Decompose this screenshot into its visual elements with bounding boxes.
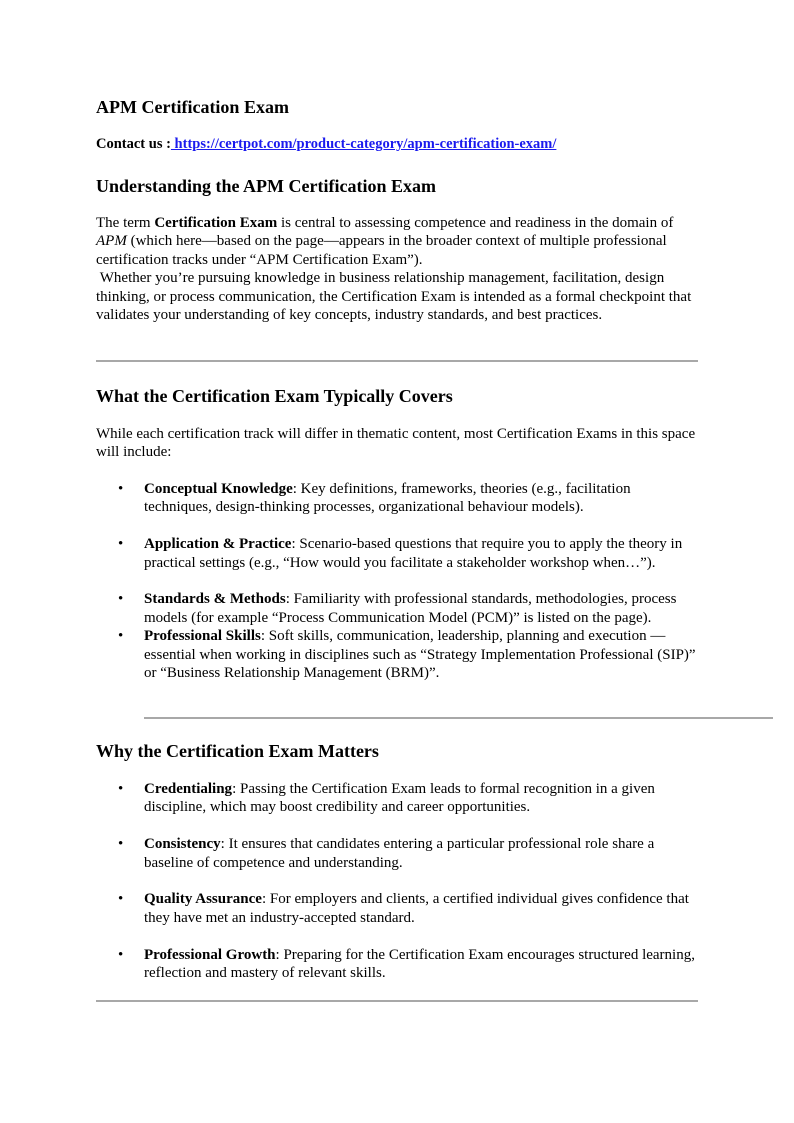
list-item-term: Professional Skills: [144, 628, 261, 645]
list-item-term: Application & Practice: [144, 536, 292, 553]
list-item-term: Professional Growth: [144, 946, 276, 963]
bullet-icon: •: [118, 891, 124, 908]
bullet-icon: •: [118, 481, 124, 497]
list-item: [96, 946, 698, 983]
list-item: [96, 890, 698, 927]
list-item: [96, 480, 698, 517]
bullet-icon: •: [118, 946, 124, 963]
list-item: [96, 590, 698, 627]
list-item-term: Quality Assurance: [144, 891, 262, 908]
list-item-term: Conceptual Knowledge: [144, 481, 293, 497]
contact-line: [96, 135, 556, 153]
list-item-text: : Passing the Certification Exam leads to formal recognition in a given discipline, which may boost credibility and career opportunities.: [144, 781, 655, 816]
section-covers-intro: While each certification track will differ in thematic content, most Certification Exams in this space will include:: [96, 426, 696, 461]
list-item-text: : Scenario-based questions that require you to apply the theory in practical settings (e.g., “How would you facilitate a stakeholder workshop when…”).: [144, 536, 683, 571]
text-run: is central to assessing competence and readiness in the domain of: [277, 215, 674, 231]
text-run: (which here—based on the page—appears in the broader context of multiple professional certification tracks under “APM Certification Exam”).: [96, 233, 667, 268]
bullet-icon: •: [118, 536, 124, 553]
covers-list: [96, 480, 698, 682]
section-understanding-body: [96, 214, 698, 324]
list-item: [96, 627, 698, 682]
paragraph-intro: [96, 214, 698, 269]
bullet-icon: •: [118, 836, 124, 853]
contact-label: Contact us :: [96, 136, 171, 152]
list-item-text: : Soft skills, communication, leadership, planning and execution — essential when working in disciplines such as “Strategy Implementation Professional (SIP)” or “Business Relationship Management (BRM)”.: [144, 628, 696, 682]
list-item: [96, 535, 698, 572]
paragraph-purpose: Whether you’re pursuing knowledge in business relationship management, facilitation, design thinking, or process communication, the Certification Exam is intended as a formal checkpoint that validates your understanding of key concepts, industry standards, and best practices.: [96, 270, 696, 324]
page-title: APM Certification Exam: [96, 97, 289, 117]
text-run: The term: [96, 215, 155, 231]
matters-list: [96, 780, 698, 982]
list-item-text: : Familiarity with professional standards, methodologies, process models (for example “Process Communication Model (PCM)” is listed on the page).: [144, 591, 677, 626]
divider: [144, 717, 773, 719]
section-heading-matters: Why the Certification Exam Matters: [96, 741, 379, 761]
divider: [96, 360, 698, 362]
list-item-text: : It ensures that candidates entering a particular professional role share a baseline of competence and understanding.: [144, 836, 655, 871]
section-heading-covers: What the Certification Exam Typically Covers: [96, 386, 453, 406]
list-item-text: : Key definitions, frameworks, theories (e.g., facilitation techniques, design-thinking processes, organizational behaviour models).: [144, 481, 631, 516]
list-item-text: : Preparing for the Certification Exam encourages structured learning, reflection and mastery of relevant skills.: [144, 946, 695, 982]
list-item-term: Standards & Methods: [144, 591, 286, 608]
section-heading-understanding: Understanding the APM Certification Exam: [96, 176, 436, 196]
text-run-italic: APM: [96, 233, 127, 250]
bullet-icon: •: [118, 591, 124, 608]
list-item: [96, 835, 698, 872]
list-item-term: Credentialing: [144, 781, 233, 797]
list-item-text: : For employers and clients, a certified individual gives confidence that they have met an industry-accepted standard.: [144, 891, 689, 926]
contact-link[interactable]: https://certpot.com/product-category/apm-certification-exam/: [170, 136, 557, 152]
text-run-bold: Certification Exam: [154, 215, 278, 231]
list-item: [96, 780, 698, 817]
list-item-term: Consistency: [144, 836, 221, 853]
divider: [96, 1000, 698, 1002]
bullet-icon: •: [118, 628, 124, 645]
bullet-icon: •: [118, 781, 124, 797]
